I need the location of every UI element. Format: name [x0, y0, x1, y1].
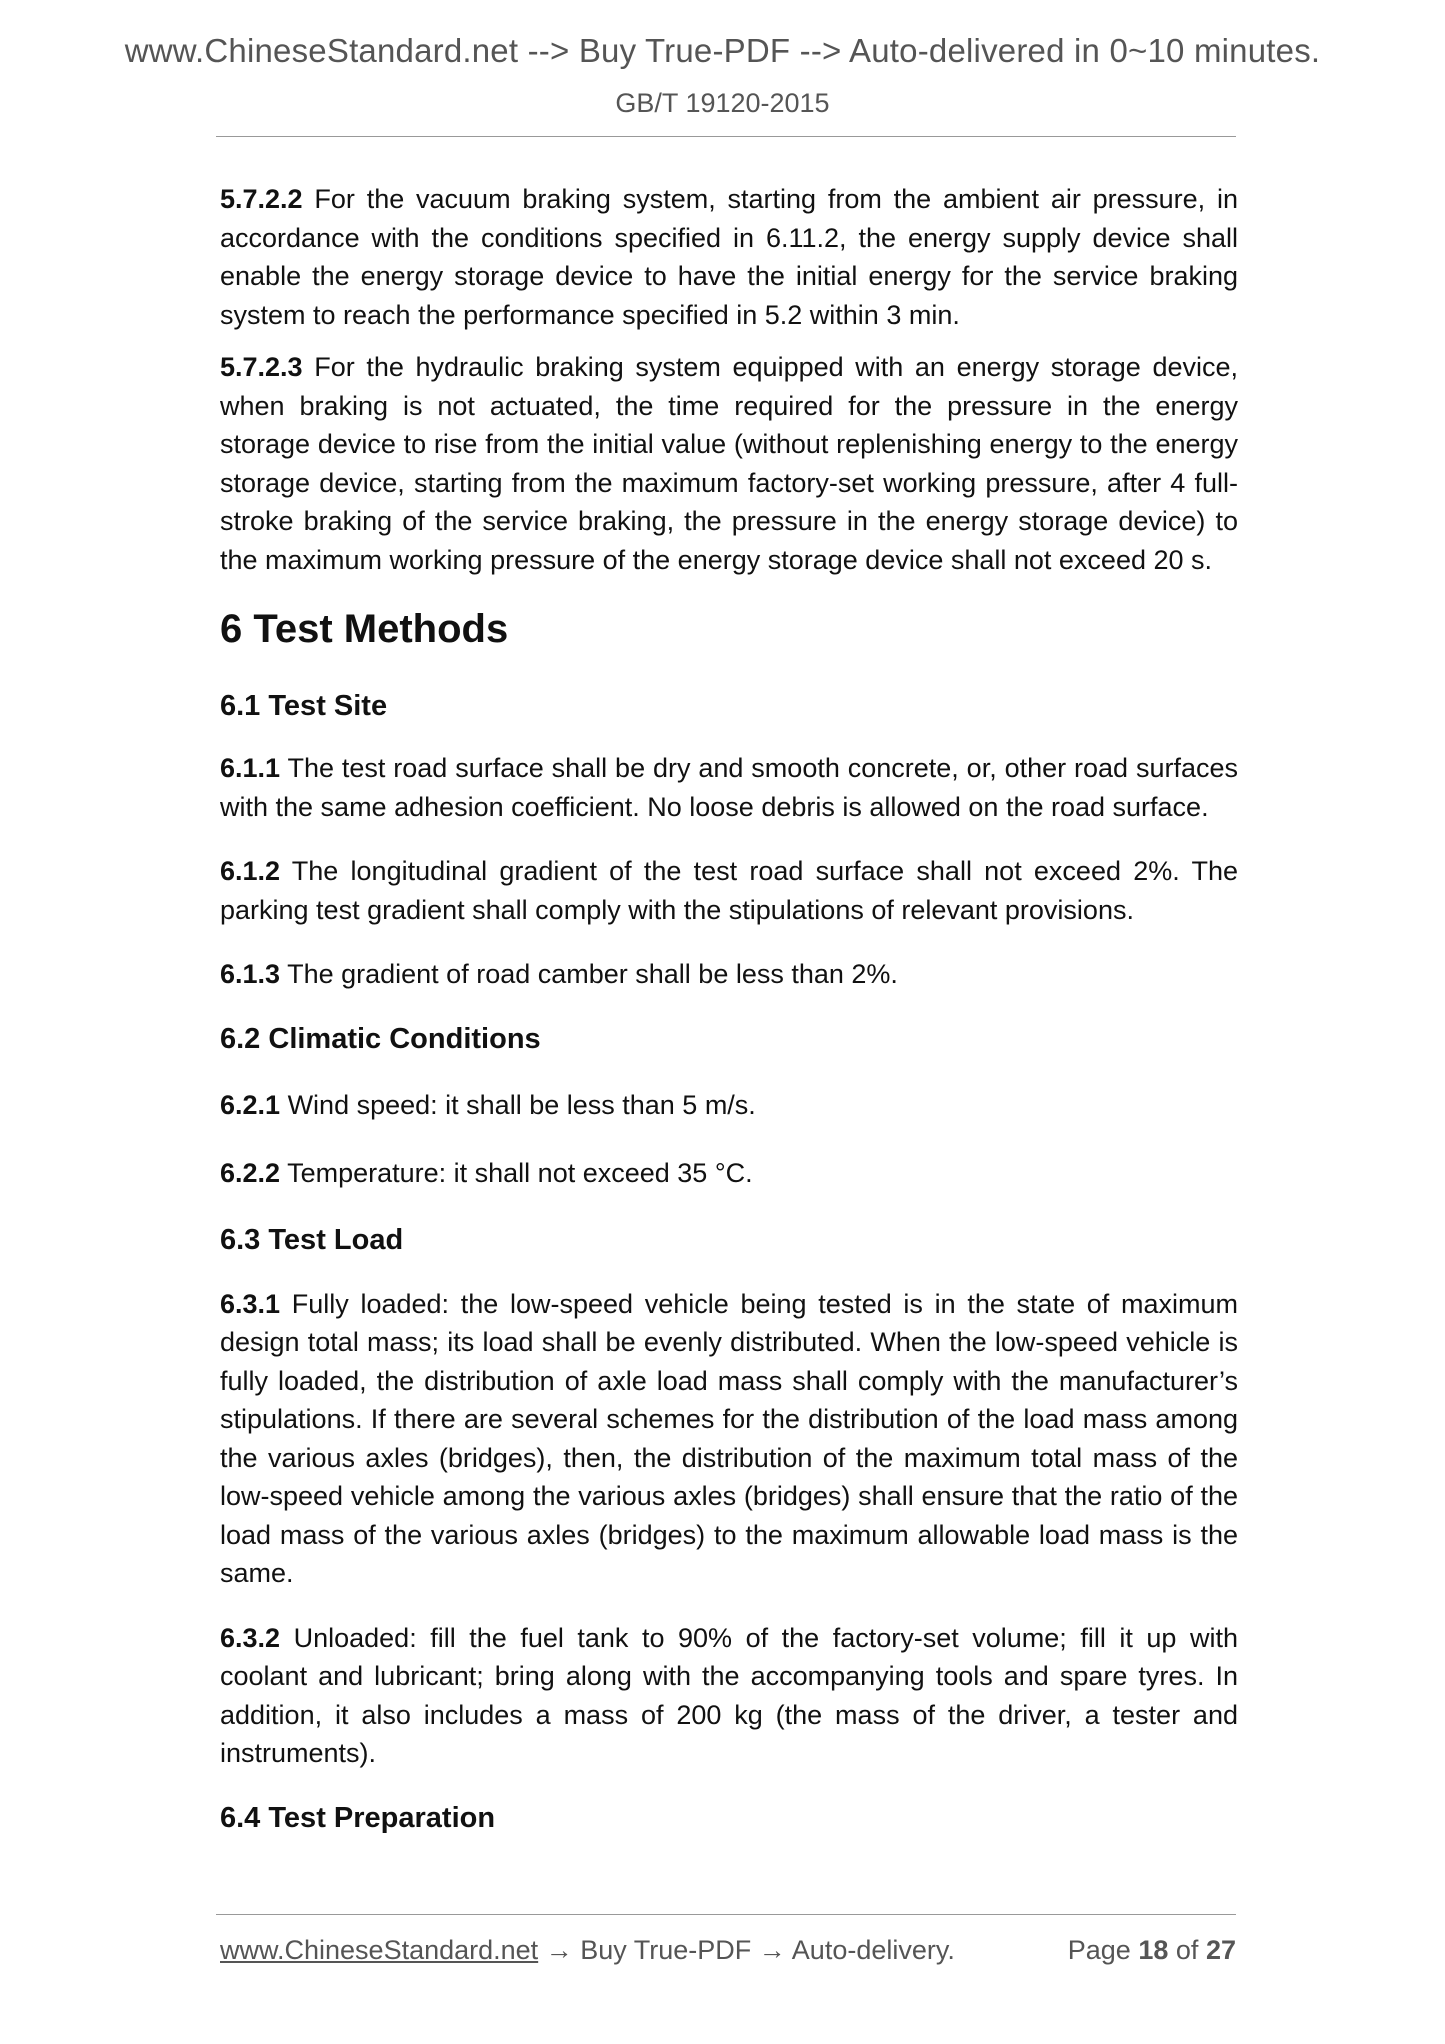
- clause-text: The test road surface shall be dry and smooth concrete, or, other road surfaces with the same adhesion coefficient. No loose debris is allowed on the road surface.: [220, 753, 1238, 822]
- header-divider: [216, 136, 1236, 137]
- clause-text: The longitudinal gradient of the test road surface shall not exceed 2%. The parking test gradient shall comply with the stipulations of relevant provisions.: [220, 856, 1238, 925]
- page-footer: [220, 1935, 1236, 1975]
- footer-divider: [216, 1914, 1236, 1915]
- clause-number: 6.1.2: [220, 856, 281, 886]
- subsection-heading-6-1: 6.1 Test Site: [220, 690, 388, 722]
- clause-5-7-2-3: [220, 348, 1238, 579]
- clause-6-3-2: [220, 1619, 1238, 1773]
- footer-buy-text: Buy True-PDF: [580, 1935, 752, 1965]
- clause-6-1-2: [220, 852, 1238, 929]
- section-heading-6: 6 Test Methods: [220, 607, 509, 651]
- clause-number: 6.1.1: [220, 753, 281, 783]
- header-banner: www.ChineseStandard.net --> Buy True-PDF --> Auto-delivered in 0~10 minutes.: [124, 32, 1321, 69]
- arrow-right-icon: →: [545, 1935, 573, 1965]
- clause-6-1-3: [220, 955, 1238, 994]
- clause-text: For the hydraulic braking system equipped with an energy storage device, when braking is not actuated, the time required for the pressure in the energy storage device to rise from the initial value (without replenishing energy to the energy storage device, starting from the maximum factory-set working pressure, after 4 full-stroke braking of the service braking, the pressure in the energy storage device) to the maximum working pressure of the energy storage device shall not exceed 20 s.: [220, 352, 1238, 575]
- clause-5-7-2-2: [220, 180, 1238, 334]
- clause-number: 5.7.2.2: [220, 184, 303, 214]
- clause-text: Temperature: it shall not exceed 35 °C.: [287, 1158, 753, 1188]
- page-label: Page: [1067, 1935, 1131, 1965]
- subsection-heading-6-4: 6.4 Test Preparation: [220, 1801, 496, 1834]
- clause-6-3-1: [220, 1285, 1238, 1593]
- page-content: [220, 180, 1238, 1837]
- clause-number: 5.7.2.3: [220, 352, 303, 382]
- clause-number: 6.2.2: [220, 1158, 281, 1188]
- clause-number: 6.3.2: [220, 1622, 281, 1653]
- clause-6-2-1: [220, 1086, 1238, 1125]
- total-pages: 27: [1205, 1935, 1236, 1965]
- subsection-heading-6-3: 6.3 Test Load: [220, 1223, 404, 1256]
- clause-text: The gradient of road camber shall be less than 2%.: [287, 959, 898, 989]
- clause-6-1-1: [220, 749, 1238, 826]
- current-page: 18: [1138, 1935, 1169, 1965]
- subsection-heading-6-2: 6.2 Climatic Conditions: [220, 1022, 541, 1055]
- clause-text: Unloaded: fill the fuel tank to 90% of the factory-set volume; fill it up with coolant and lubricant; bring along with the accompanying tools and spare tyres. In addition, it also includes a mass of 200 kg (the mass of the driver, a tester and instruments).: [220, 1622, 1238, 1768]
- footer-website-link[interactable]: www.ChineseStandard.net: [220, 1935, 539, 1965]
- document-number: GB/T 19120-2015: [615, 88, 830, 118]
- clause-number: 6.1.3: [220, 959, 281, 989]
- clause-6-2-2: [220, 1154, 1238, 1193]
- footer-promo: [220, 1935, 955, 1966]
- clause-text: Wind speed: it shall be less than 5 m/s.: [287, 1089, 756, 1120]
- clause-number: 6.2.1: [220, 1089, 281, 1120]
- of-label: of: [1175, 1935, 1199, 1965]
- footer-delivery-text: Auto-delivery.: [791, 1935, 955, 1965]
- arrow-right-icon: →: [758, 1935, 786, 1965]
- page-number: [1068, 1935, 1236, 1966]
- clause-text: Fully loaded: the low-speed vehicle being tested is in the state of maximum design total mass; its load shall be evenly distributed. When the low-speed vehicle is fully loaded, the distribution of axle load mass shall comply with the manufacturer’s stipulations. If there are several schemes for the distribution of the load mass among the various axles (bridges), then, the distribution of the maximum total mass of the low-speed vehicle among the various axles (bridges) shall ensure that the ratio of the load mass of the various axles (bridges) to the maximum allowable load mass is the same.: [220, 1288, 1238, 1588]
- clause-text: For the vacuum braking system, starting from the ambient air pressure, in accordance with the conditions specified in 6.11.2, the energy supply device shall enable the energy storage device to have the initial energy for the service braking system to reach the performance specified in 5.2 within 3 min.: [220, 184, 1238, 330]
- clause-number: 6.3.1: [220, 1288, 281, 1319]
